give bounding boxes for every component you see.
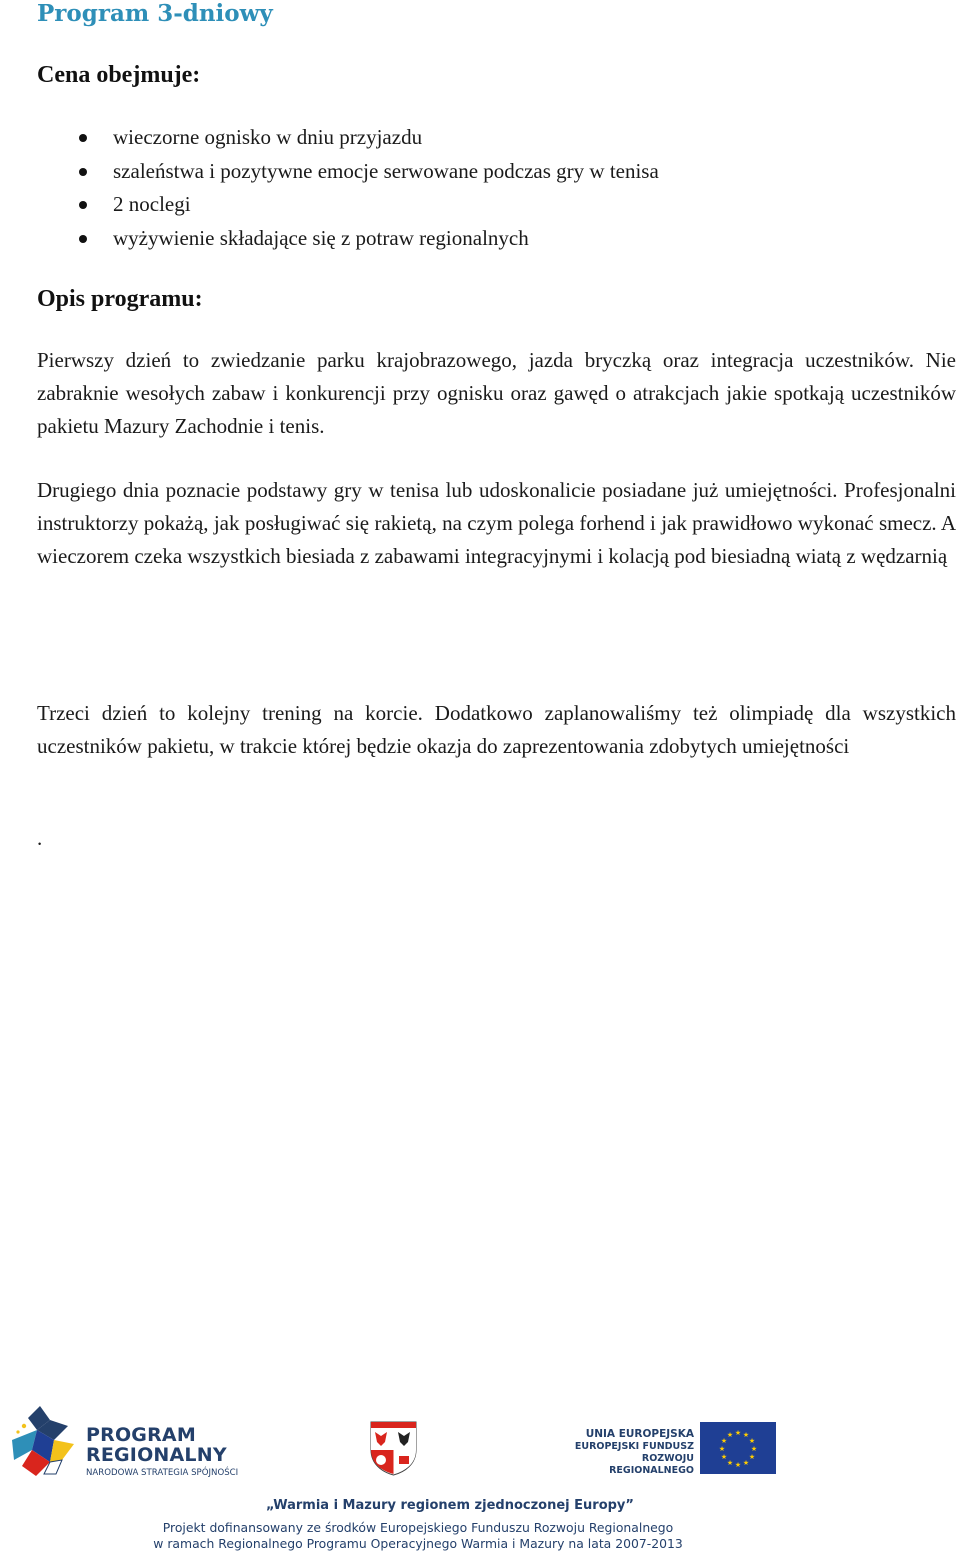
svg-text:★: ★ [748,1437,756,1445]
footer-logos [0,1400,960,1556]
program-logo-line2: REGIONALNY [86,1444,227,1466]
coat-of-arms-icon [369,1420,418,1476]
list-item: szaleństwa i pozytywne emocje serwowane podczas gry w tenisa [0,155,900,189]
svg-text:★: ★ [720,1437,728,1445]
eu-line2: EUROPEJSKI FUNDUSZ [574,1441,694,1452]
eu-text [560,1428,694,1477]
paragraph-dot: . [37,826,43,850]
paragraph-day2: Drugiego dnia poznacie podstawy gry w tenisa lub udoskonalicie posiadane już umiejętności. Profesjonalni instruktorzy pokażą, jak posługiwać się rakietą, na czym polega forhend i jak prawidłowo wykonać smecz. A wieczorem czeka wszystkich biesiada z zabawami integracyjnymi i kolacją pod biesiadną wiatą z wędzarnią [37,478,956,569]
program-logo-line3: NARODOWA STRATEGIA SPÓJNOŚCI [86,1468,239,1478]
svg-text:★: ★ [742,1431,750,1439]
price-heading: Cena obejmuje: [37,62,201,88]
price-list [0,121,900,255]
svg-text:★: ★ [726,1459,734,1467]
list-item: wieczorne ognisko w dniu przyjazdu [0,121,900,155]
eu-line1: UNIA EUROPEJSKA [585,1428,694,1440]
svg-text:★: ★ [734,1461,742,1469]
paragraph-day1: Pierwszy dzień to zwiedzanie parku krajobrazowego, jazda bryczką oraz integracja uczestników. Nie zabraknie wesołych zabaw i konkurencji przy ognisku oraz gawęd o atrakcjach jakie spotkają uczestników pakietu Mazury Zachodnie i tenis. [37,348,956,439]
project-line1: Projekt dofinansowany ze środków Europejskiego Funduszu Rozwoju Regionalnego [162,1520,674,1535]
svg-text:★: ★ [750,1445,758,1453]
svg-text:★: ★ [734,1429,742,1437]
svg-text:★: ★ [718,1445,726,1453]
svg-text:★: ★ [742,1459,750,1467]
list-item: 2 noclegi [0,188,900,222]
paragraph-day3: Trzeci dzień to kolejny trening na korcie. Dodatkowo zaplanowaliśmy też olimpiadę dla wszystkich uczestników pakietu, w trakcie której będzie okazja do zaprezentowania zdobytych umiejętności [37,701,956,759]
svg-text:★: ★ [726,1431,734,1439]
program-regionalny-logo [10,1404,250,1478]
page-title: Program 3-dniowy [37,0,273,27]
project-line2: w ramach Regionalnego Programu Operacyjnego Warmia i Mazury na lata 2007-2013 [153,1536,683,1551]
slogan: „Warmia i Mazury regionem zjednoczonej Europy” [266,1498,634,1513]
eu-line3: ROZWOJU REGIONALNEGO [609,1453,694,1476]
svg-text:★: ★ [720,1453,728,1461]
list-item: wyżywienie składające się z potraw regionalnych [0,222,900,256]
program-logo-line1: PROGRAM [86,1424,196,1446]
program-regionalny-emblem [10,1404,82,1478]
svg-text:★: ★ [748,1453,756,1461]
eu-flag-icon [700,1422,776,1474]
program-heading: Opis programu: [37,286,203,312]
